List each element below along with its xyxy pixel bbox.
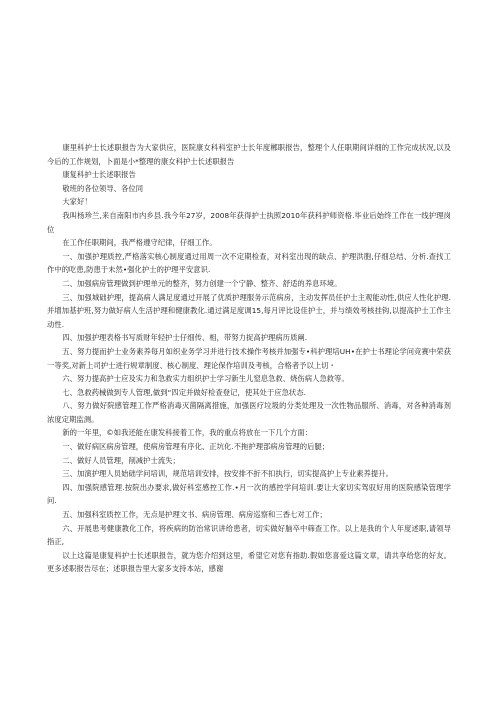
document-title: 康复科护士长述职报告 <box>62 170 136 180</box>
plan-item-4: 四、加强院感管理.按院出办要求,做好科室感控工作.•月一次的感控学问培训.要让大家切实驾驭好用的医院感染管理学问. <box>47 482 451 506</box>
list-item-7: 七、急救药械做到专人管理,做到“四定并做好检查登记，使其处于应急状态. <box>62 387 306 397</box>
list-item-2: 二、加强病房管理做到护理单元的整齐，努力创建一个宁静、整齐、舒适的养息环境。 <box>62 278 342 288</box>
document-body <box>47 141 451 576</box>
plan-item-6: 六、开展患考健康教化工作，将疾病的防治常识讲给患者，切实做好脑卒中筛查工作。以上是我的个人年度述职,请领导指正, <box>47 523 451 547</box>
list-item-1: 一、加强护理质控,严格落实核心制度通过用周一次不定期检查，对科室出现的缺点、护理洪胞,仔细总结、分析.查找工作中的吃患,防患于未然•强化护士的护理平安意识. <box>47 251 451 275</box>
list-item-6: 六、努力提高护士应及实力和急救实力组织护士学习新生儿窒息急救、烧伤病人急救等。 <box>62 374 349 384</box>
salutation-leaders: 敬班的各位领导、各位同 <box>62 183 144 193</box>
list-item-3: 三、加强城础护理，提高病人满足度通过开展了优质护理服务示范病房，主动发挥员任护士主观能动性,供应人性化护理.并增加基护班,努力做好病人生活护理和健康教化.通过满足度调15,每月评比设佳护士，并与绩效考核挂钩,以提高护士工作主动性. <box>47 292 451 329</box>
plan-item-1: 一、做好病区病房管理，使病房管理有序化、正坑化.不拖护理部病房管理的后腿； <box>62 442 330 452</box>
plan-item-3: 三、加演护理人员始础学问培训，规范培训安排，按安排不折不扣执行，切实提高护上专业素养提升。 <box>62 469 393 479</box>
plan-item-2: 二、做好人员管理，削减护士流失； <box>62 455 180 465</box>
plan-item-5: 五、加强科室质控工作，无点是护理文书、病房管理、病房巡察和三香七对工作； <box>62 510 327 520</box>
list-item-5: 五、努力提而护士业务素养每月如织业务学习并进行技术操作考核并加强专•科护理培UH•在护士书理论学问竞赛中荣获一等奖,对新上司护士进行规章制度、核心制度、理论保作培训及考核，合格者予以上切・ <box>47 346 451 370</box>
paragraph-closing: 以上这篇是康复科护士长述职报告，就为您介绍到这里，希望它对您有指助.假如您喜爱这篇文章，请共享给您的好友。更多述职报告尽在；述职报告里大家多支持本站，感谢 <box>47 550 451 574</box>
paragraph-work-summary: 在工作任职期间，我严格遵守纪律，仔细工作。 <box>62 238 217 248</box>
list-item-4: 四、加强护理表格书写质财年轻护士仔细传、相，带努力捉高护理病历质阐. <box>62 333 308 343</box>
list-item-8: 八、努力做好院感管理工作严格消毒灭菌隔离措施，加强医疗垃圾的分类处理及一次性物品服所、消毒，对各种消毒剂浓度定期监测。 <box>47 401 451 424</box>
paragraph-new-year: 新的一年里，©如我还能在康发科接着工作，我的重点将放在一下几个方面： <box>62 428 313 438</box>
paragraph-intro: 康里科护士长述职报告为大家供应，医院康女科科室护士长年度郴职报告，整理个人任职期间详细的工作完成状况,以及今后的工作规划，卜面是小*整理的康女科护士长述职报告 <box>47 143 451 166</box>
paragraph-self-intro: 我叫杨珍兰,来自南阳市内乡县.我今年27岁，2008年获得护士执照2010年获科护师资格.毕业后始终工作在一线护理岗位 <box>47 210 451 234</box>
greeting: 大家好！ <box>62 197 92 207</box>
